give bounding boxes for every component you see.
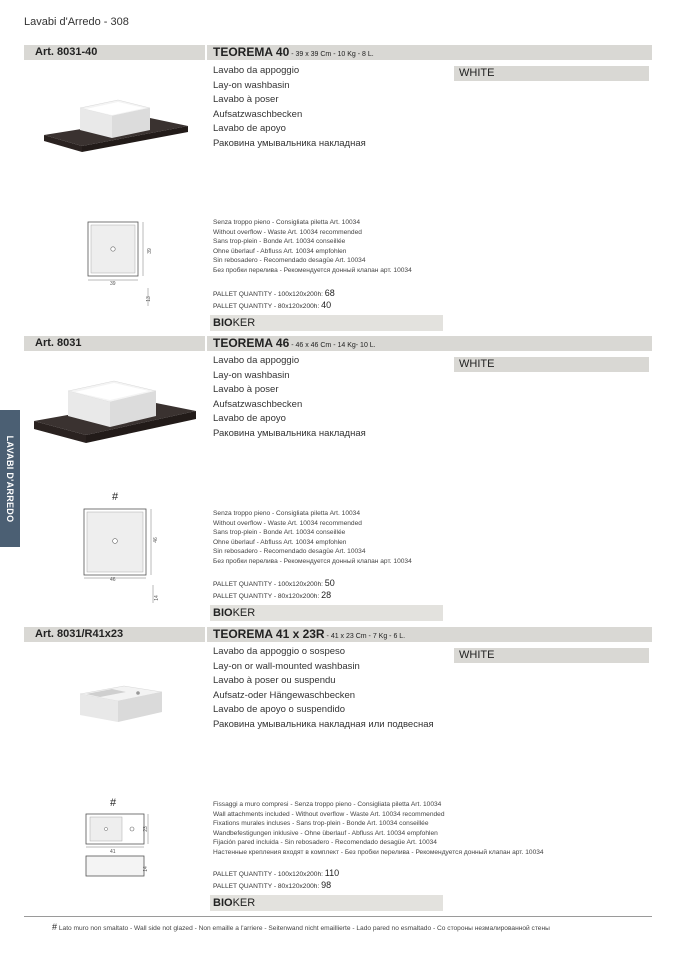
dim-depth: 14 — [142, 866, 149, 872]
description-line: Lavabo à poser — [213, 384, 279, 395]
finish-badge: WHITE — [454, 66, 649, 81]
brand-bio: BIO — [213, 607, 233, 619]
description-line: Lay-on washbasin — [213, 369, 290, 381]
pallet-value: 68 — [324, 288, 335, 298]
side-tab — [0, 410, 20, 547]
notes-list — [213, 800, 544, 858]
footer-note — [52, 922, 550, 932]
footer-text: Lato muro non smaltato - Wall side not glazed - Non emaille a l'arriere - Seitenwand nicht emaillierte - Lado pared no esmaltado - Со стороны незмалированной стены — [58, 925, 550, 932]
note-line: Sin rebosadero - Recomendado desagüe Art. 10034 — [213, 257, 366, 265]
description-line: Раковина умывальника накладная или подвесная — [213, 718, 434, 730]
note-line: Senza troppo pieno - Consigliata piletta Art. 10034 — [213, 219, 360, 226]
pallet-value: 28 — [321, 590, 332, 600]
pallet-line: PALLET QUANTITY - 80x120x200h: 40 — [213, 300, 332, 310]
page-header: Lavabi d'Arredo - 308 — [24, 16, 129, 28]
dim-width: 41 — [110, 849, 116, 855]
description-line: Lavabo de apoyo — [213, 123, 286, 134]
pallet-value: 98 — [321, 880, 332, 890]
note-line: Sans trop-plein - Bonde Art. 10034 conseillée — [213, 238, 346, 246]
product-name: TEOREMA 46 — [213, 336, 290, 350]
finish-badge: WHITE — [454, 357, 649, 372]
note-line: Sans trop-plein - Bonde Art. 10034 conseillée — [213, 529, 346, 537]
product-name: TEOREMA 41 x 23R — [213, 627, 325, 641]
pallet-line: PALLET QUANTITY - 80x120x200h: 98 — [213, 880, 332, 890]
pallet-line: PALLET QUANTITY - 100x120x200h: 68 — [213, 288, 335, 298]
footer-divider — [24, 916, 652, 917]
brand-ker: KER — [232, 897, 256, 909]
description-list — [213, 645, 434, 732]
product-title — [213, 45, 374, 62]
brand-bar — [210, 895, 443, 911]
note-line: Senza troppo pieno - Consigliata piletta Art. 10034 — [213, 510, 360, 517]
notes-list — [213, 509, 412, 567]
description-line: Lavabo da appoggio — [213, 65, 300, 76]
description-line: Aufsatzwaschbecken — [213, 108, 303, 120]
description-line: Lavabo da appoggio o sospeso — [213, 646, 346, 657]
note-line: Настенные крепления входят в комплект - Без пробки перелива - Рекомендуется донный клапан арт. 10034 — [213, 848, 544, 856]
description-line: Aufsatz-oder Hängewaschbecken — [213, 689, 356, 701]
art-number: Art. 8031 — [35, 337, 82, 349]
note-line: Без пробки перелива - Рекомендуется донный клапан арт. 10034 — [213, 557, 412, 565]
dim-height: 46 — [152, 537, 159, 543]
side-tab-label: LAVABI D'ARREDO — [5, 435, 15, 522]
note-line: Wall attachments included - Without overflow - Waste Art. 10034 recommended — [213, 810, 445, 818]
brand-ker: KER — [232, 607, 256, 619]
notes-list — [213, 218, 412, 276]
brand-bio: BIO — [213, 317, 233, 329]
product-photo — [76, 680, 166, 728]
pallet-info — [213, 578, 335, 602]
description-line: Lay-on washbasin — [213, 79, 290, 91]
note-line: Sin rebosadero - Recomendado desagüe Art. 10034 — [213, 548, 366, 556]
note-line: Ohne überlauf - Abfluss Art. 10034 empfohlen — [213, 247, 347, 255]
product-title — [213, 336, 376, 353]
description-line: Раковина умывальника накладная — [213, 137, 366, 149]
note-line: Без пробки перелива - Рекомендуется донный клапан арт. 10034 — [213, 266, 412, 274]
art-number: Art. 8031-40 — [35, 46, 98, 58]
technical-drawing — [78, 505, 168, 605]
description-line: Раковина умывальника накладная — [213, 427, 366, 439]
note-line: Fijación pared incluida - Sin rebosadero - Recomendado desagüe Art. 10034 — [213, 839, 437, 847]
wall-side-mark: # — [112, 491, 119, 503]
description-line: Lay-on or wall-mounted washbasin — [213, 660, 360, 672]
wall-side-mark: # — [110, 797, 117, 809]
product-name: TEOREMA 40 — [213, 45, 290, 59]
dim-width: 46 — [110, 577, 116, 583]
brand-bar — [210, 605, 443, 621]
pallet-value: 40 — [321, 300, 332, 310]
technical-drawing — [80, 218, 165, 308]
dim-depth: 14 — [153, 595, 160, 601]
product-specs: - 39 x 39 Cm - 10 Kg - 8 L. — [289, 51, 374, 58]
description-line: Lavabo à poser — [213, 94, 279, 105]
brand-bio: BIO — [213, 897, 233, 909]
pallet-line: PALLET QUANTITY - 100x120x200h: 50 — [213, 578, 335, 588]
pallet-info — [213, 288, 335, 312]
description-list — [213, 64, 366, 151]
description-line: Lavabo da appoggio — [213, 355, 300, 366]
pallet-info — [213, 868, 339, 892]
note-line: Without overflow - Waste Art. 10034 recommended — [213, 519, 362, 527]
note-line: Ohne überlauf - Abfluss Art. 10034 empfohlen — [213, 538, 347, 546]
pallet-value: 50 — [324, 578, 335, 588]
art-number: Art. 8031/R41x23 — [35, 628, 124, 640]
pallet-line: PALLET QUANTITY - 80x120x200h: 28 — [213, 590, 332, 600]
description-line: Lavabo de apoyo — [213, 413, 286, 424]
product-title — [213, 627, 405, 644]
dim-height: 39 — [146, 248, 153, 254]
footer-hash: # — [52, 922, 58, 932]
dim-depth: 13 — [145, 296, 152, 302]
pallet-line: PALLET QUANTITY - 100x120x200h: 110 — [213, 868, 340, 878]
brand-bar — [210, 315, 443, 331]
description-line: Lavabo à poser ou suspendu — [213, 675, 336, 686]
description-line: Aufsatzwaschbecken — [213, 398, 303, 410]
product-specs: - 41 x 23 Cm - 7 Kg - 6 L. — [324, 633, 406, 640]
pallet-value: 110 — [324, 868, 340, 878]
note-line: Without overflow - Waste Art. 10034 recommended — [213, 228, 362, 236]
note-line: Fixations murales incluses - Sans trop-plein - Bonde Art. 10034 conseillée — [213, 820, 429, 828]
product-photo — [30, 90, 195, 160]
dim-height: 23 — [142, 826, 149, 832]
description-list — [213, 354, 366, 441]
brand-ker: KER — [232, 317, 256, 329]
product-specs: - 46 x 46 Cm - 14 Kg- 10 L. — [289, 342, 376, 349]
note-line: Wandbefestigungen inklusive - Ohne überlauf - Abfluss Art. 10034 empfohlen — [213, 829, 438, 837]
description-line: Lavabo de apoyo o suspendido — [213, 704, 346, 715]
dim-width: 39 — [110, 281, 116, 287]
product-photo — [28, 375, 200, 455]
finish-badge: WHITE — [454, 648, 649, 663]
note-line: Fissaggi a muro compresi - Senza troppo pieno - Consigliata piletta Art. 10034 — [213, 801, 442, 808]
